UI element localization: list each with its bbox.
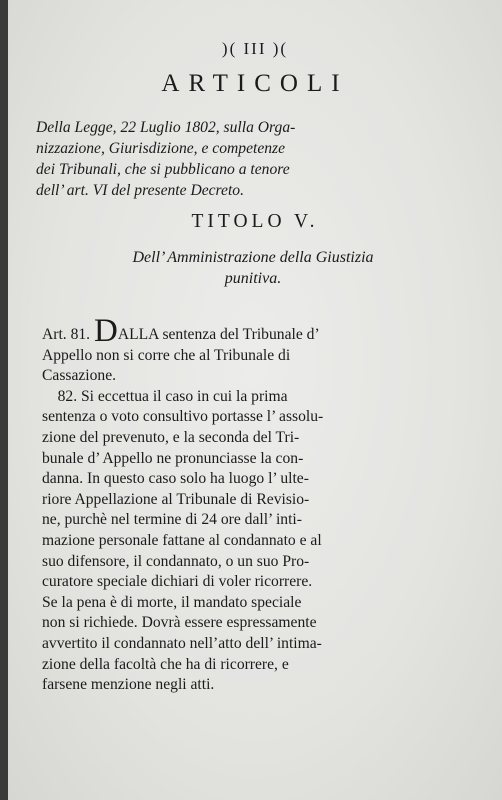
- body-line: suo difensore, il condannato, o un suo Pro-: [42, 552, 310, 570]
- body-line: bunale d’ Appello ne pronunciasse la con-: [42, 449, 304, 467]
- section-subheading-line: punitiva.: [224, 270, 282, 287]
- body-line: curatore speciale dichiari di voler ricorrere.: [42, 573, 313, 591]
- subtitle-line: dei Tribunali, che si pubblicano a tenore: [36, 161, 290, 178]
- section-heading: TITOLO V.: [191, 211, 319, 232]
- body-line: zione del prevenuto, e la seconda del Tri-: [42, 428, 300, 446]
- body-line: sentenza o voto consultivo portasse l’ assolu-: [42, 408, 324, 426]
- subtitle-line: Della Legge, 22 Luglio 1802, sulla Orga-: [36, 119, 296, 136]
- body-line: 82. Si eccettua il caso in cui la prima: [42, 387, 288, 405]
- body-line: Appello non si corre che al Tribunale di: [42, 346, 291, 364]
- article-first-line: [42, 313, 472, 346]
- body-line: danna. In questo caso solo ha luogo l’ ulte-: [42, 470, 309, 488]
- body-line: ne, purchè nel termine di 24 ore dall’ inti-: [42, 511, 302, 529]
- first-line-text: ALLA sentenza del Tribunale d’: [117, 326, 320, 343]
- body-line: zione della facoltà che ha di ricorrere, e: [42, 655, 289, 673]
- subtitle: [36, 117, 476, 201]
- document-page: [8, 0, 502, 800]
- body-line: avvertito il condannato nell’atto dell’ intima-: [42, 634, 322, 652]
- body-line: Cassazione.: [42, 367, 117, 385]
- subtitle-line: dell’ art. VI del presente Decreto.: [36, 182, 244, 199]
- body-line: Se la pena è di morte, il mandato speciale: [42, 593, 302, 611]
- page-number: )( III )(: [221, 39, 289, 58]
- section-subheading: [43, 247, 463, 289]
- body-line: non si richiede. Dovrà essere espressamente: [42, 614, 317, 632]
- subtitle-line: nizzazione, Giurisdizione, e competenze: [36, 140, 286, 157]
- page-title: ARTICOLI: [161, 70, 349, 97]
- article-number: Art. 81.: [42, 326, 91, 343]
- body-line: mazione personale fattane al condannato e al: [42, 531, 322, 549]
- body-line: farsene menzione negli atti.: [42, 676, 215, 694]
- section-subheading-line: Dell’ Amministrazione della Giustizia: [132, 249, 374, 266]
- body-line: riore Appellazione al Tribunale di Revisio-: [42, 490, 310, 508]
- article-body: [42, 313, 472, 696]
- drop-cap: D: [93, 313, 118, 346]
